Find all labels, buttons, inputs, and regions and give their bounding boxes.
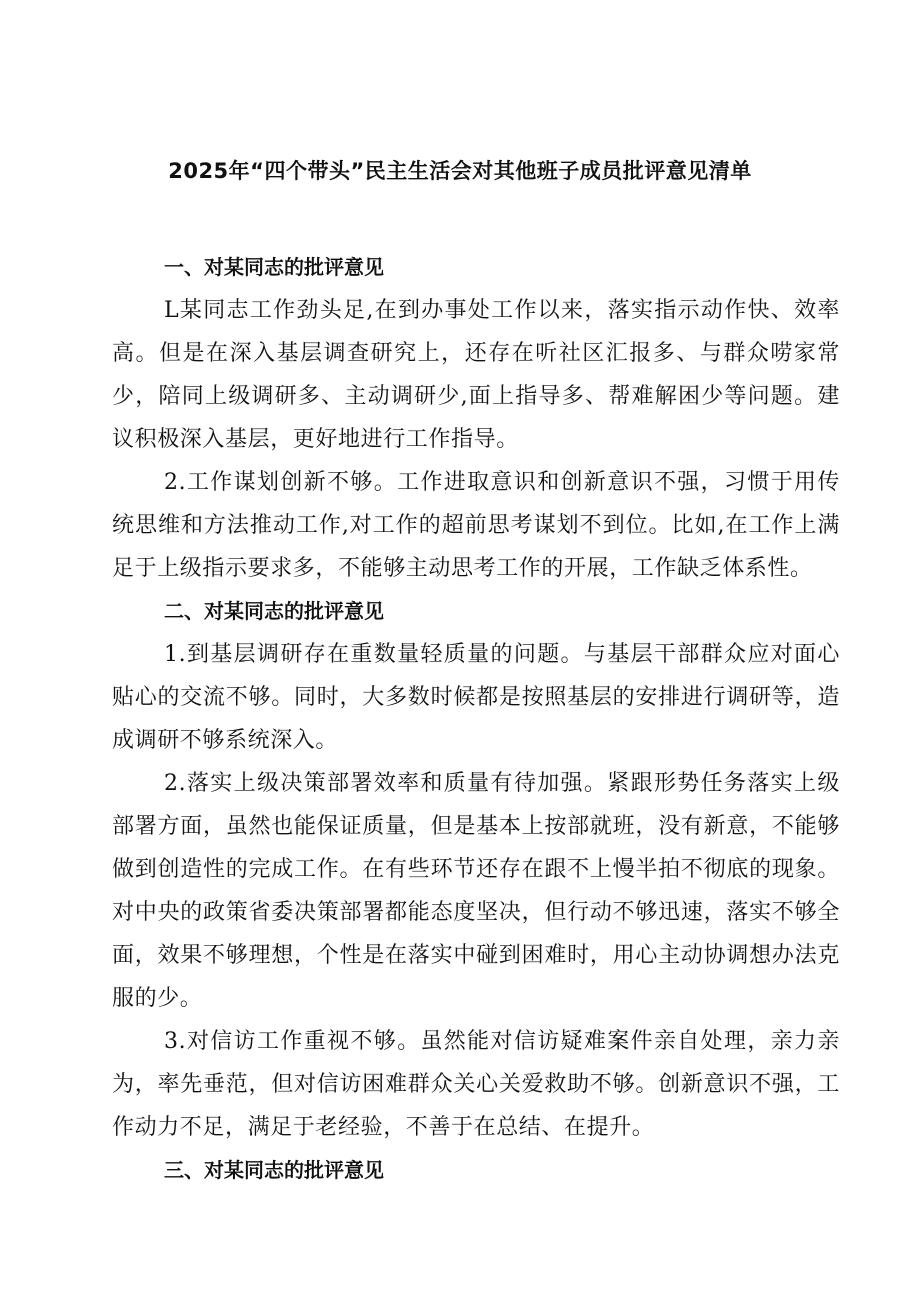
paragraph-number: 2 [164,771,179,796]
section-1-paragraph-1: L某同志工作劲头足,在到办事处工作以来，落实指示动作快、效率高。但是在深入基层调查研究上，还存在听社区汇报多、与群众唠家常少，陪同上级调研多、主动调研少,面上指导多、帮难解困少等问题。建议积极深入基层，更好地进行工作指导。 [112,298,840,452]
section-2-paragraph-1 [112,633,840,762]
paragraph-text: .到基层调研存在重数量轻质量的问题。与基层干部群众应对面心贴心的交流不够。同时，大多数时候都是按照基层的安排进行调研等，造成调研不够系统深入。 [112,642,840,753]
section-2-paragraph-2 [112,762,840,1020]
paragraph-text: .落实上级决策部署效率和质量有待加强。紧跟形势任务落实上级部署方面，虽然也能保证质量，但是基本上按部就班，没有新意，不能够做到创造性的完成工作。在有些环节还存在跟不上慢半拍不彻底的现象。对中央的政策省委决策部署都能态度坚决，但行动不够迅速，落实不够全面，效果不够理想，个性是在落实中碰到困难时，用心主动协调想办法克服的少。 [112,771,840,1011]
section-2-paragraph-3 [112,1020,840,1149]
section-heading-1: 一、对某同志的批评意见 [164,255,384,279]
section-1-paragraph-2: 2.工作谋划创新不够。工作进取意识和创新意识不强，习惯于用传统思维和方法推动工作,对工作的超前思考谋划不到位。比如,在工作上满足于上级指示要求多，不能够主动思考工作的开展，工作缺乏体系性。 [112,470,840,581]
paragraph-number: 3 [164,1029,179,1054]
document-body [112,246,840,1192]
section-heading-3: 三、对某同志的批评意见 [164,1158,384,1182]
paragraph-text: .对信访工作重视不够。虽然能对信访疑难案件亲自处理，亲力亲为，率先垂范，但对信访困难群众关心关爱救助不够。创新意识不强，工作动力不足，满足于老经验，不善于在总结、在提升。 [112,1029,840,1140]
document-title: 2025年“四个带头”民主生活会对其他班子成员批评意见清单 [168,159,752,183]
paragraph-number: 1 [164,642,179,667]
section-heading-2: 二、对某同志的批评意见 [164,599,384,623]
